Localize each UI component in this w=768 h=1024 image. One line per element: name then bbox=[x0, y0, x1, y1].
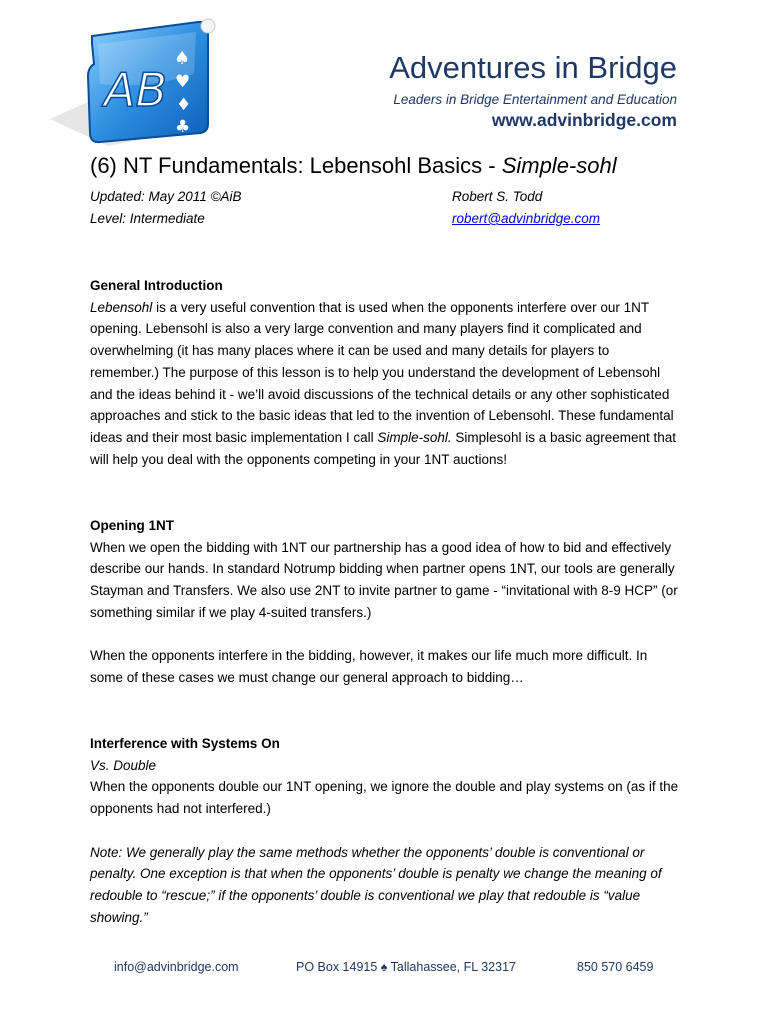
note-paragraph: Note: We generally play the same methods whether the opponents’ double is conventional or penalty. One exception is that when the opponents’ double is penalty we change the meaning of redouble to “rescue;” if the opponents’ double is conventional we play that redouble is “value showing.” bbox=[90, 844, 662, 925]
section-heading: General Introduction bbox=[90, 278, 223, 293]
brand-title: Adventures in Bridge bbox=[389, 50, 677, 85]
website-link[interactable]: www.advinbridge.com bbox=[491, 110, 677, 130]
document-title-italic: Simple-sohl bbox=[501, 153, 617, 178]
footer-address: PO Box 14915 ♠ Tallahassee, FL 32317 bbox=[296, 960, 516, 974]
brand-tagline: Leaders in Bridge Entertainment and Education bbox=[393, 92, 677, 107]
section-opening-1nt bbox=[90, 515, 680, 689]
document-title-main: (6) NT Fundamentals: Lebensohl Basics - bbox=[90, 153, 502, 178]
lebensohl-term: Lebensohl bbox=[90, 299, 153, 315]
footer-email[interactable]: info@advinbridge.com bbox=[114, 960, 239, 974]
svg-text:AB: AB bbox=[104, 63, 168, 117]
intro-text-2: Simplesohl is a basic agreement that will help you deal with the opponents competing in your 1NT auctions! bbox=[90, 429, 677, 467]
document-title bbox=[90, 153, 617, 179]
adventures-in-bridge-logo bbox=[48, 14, 226, 150]
author-name: Robert S. Todd bbox=[452, 189, 543, 204]
simplesohl-term: Simple-sohl. bbox=[377, 429, 452, 445]
section-interference-systems-on bbox=[90, 733, 680, 928]
section-heading: Interference with Systems On bbox=[90, 736, 280, 751]
svg-text:♥: ♥ bbox=[175, 72, 191, 92]
author-email-container bbox=[452, 211, 600, 226]
section-subheading: Vs. Double bbox=[90, 757, 157, 773]
opening-paragraph-2: When the opponents interfere in the bidding, however, it makes our life much more difficult. In some of these cases we must change our general approach to bidding… bbox=[90, 648, 648, 685]
intro-text-1: is a very useful convention that is used when the opponents interfere over our 1NT opening. Lebensohl is also a very large convention and many players find it complicated and overwhelming (it has many places where it can be used and many details for players to remember.) The purpose of this lesson is to help you understand the development of Lebensohl and the ideas behind it - we’ll avoid discussions of the technical details or any other sophisticated approaches and stick to the basic ideas that led to the invention of Lebensohl. These fundamental ideas and their most basic implementation I call bbox=[90, 299, 674, 445]
level: Level: Intermediate bbox=[90, 211, 205, 226]
section-heading: Opening 1NT bbox=[90, 518, 174, 533]
svg-text:♦: ♦ bbox=[176, 95, 192, 115]
svg-text:♠: ♠ bbox=[174, 48, 191, 69]
opening-paragraph-1: When we open the bidding with 1NT our partnership has a good idea of how to bid and effectively describe our hands. In standard Notrump bidding when partner opens 1NT, our tools are generally Stayman and Transfers. We also use 2NT to invite partner to game - “invitational with 8-9 HCP” (or something similar if we play 4-suited transfers.) bbox=[90, 539, 678, 620]
interference-paragraph: When the opponents double our 1NT opening, we ignore the double and play systems on (as if the opponents had not interfered.) bbox=[90, 779, 679, 817]
author-email-link[interactable]: robert@advinbridge.com bbox=[452, 211, 601, 226]
intro-paragraph bbox=[90, 297, 680, 471]
footer-phone: 850 570 6459 bbox=[577, 960, 654, 974]
svg-text:♣: ♣ bbox=[175, 117, 191, 137]
updated-date: Updated: May 2011 ©AiB bbox=[90, 189, 242, 204]
section-general-introduction bbox=[90, 275, 680, 470]
